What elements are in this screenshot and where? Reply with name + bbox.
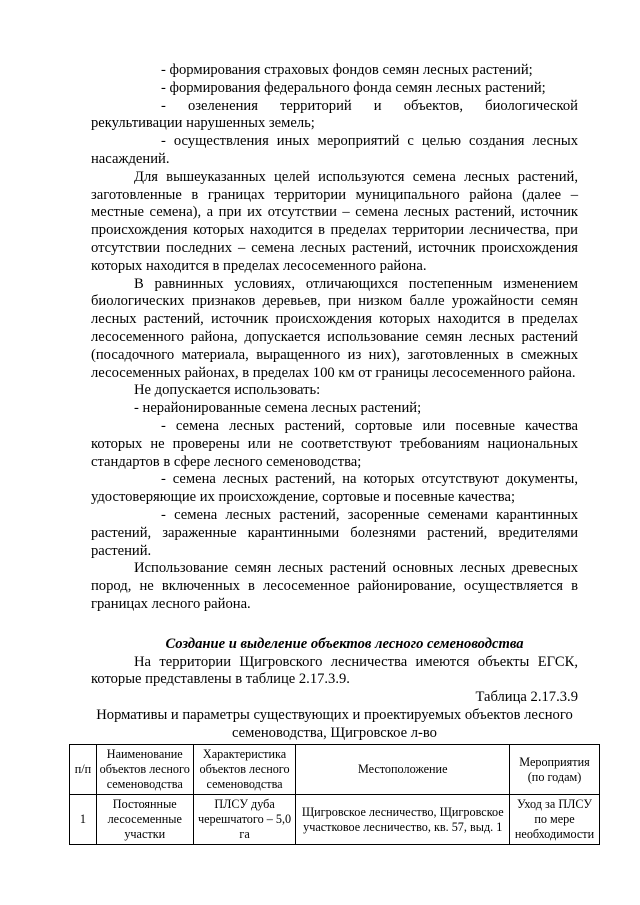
table-title: Нормативы и параметры существующих и проектируемых объектов лесного семеноводства, Щигровское л-во: [96, 706, 573, 741]
cell-location: Щигровское лесничество, Щигровское участковое лесничество, кв. 57, выд. 1: [296, 795, 510, 845]
list-item: - семена лесных растений, сортовые или посевные качества которых не проверены или не соответствуют требованиям национальных стандартов в сфере лесного семеноводства;: [91, 417, 578, 470]
body-text: [91, 62, 578, 614]
list-item: - формирования страховых фондов семян лесных растений;: [161, 62, 533, 78]
list-item: - нерайонированные семена лесных растений;: [134, 400, 422, 417]
table-label: Таблица 2.17.3.9: [475, 689, 578, 706]
cell-number: 1: [70, 795, 97, 845]
paragraph: Для вышеуказанных целей используются семена лесных растений, заготовленные в границах территории муниципального района (далее – местные семена), а при их отсутствии – семена лесных растений, источник происхождения которых находится в пределах территории лесничества, при отсутствии последних – семена лесных растений, источник происхождения которых находится в пределах лесосеменного района.: [91, 168, 578, 274]
col-header-number: п/п: [70, 745, 97, 795]
list-item: - формирования федерального фонда семян лесных растений;: [161, 79, 546, 96]
table-row: [70, 795, 600, 845]
section-heading: Создание и выделение объектов лесного семеноводства: [165, 635, 524, 652]
list-item: - семена лесных растений, на которых отсутствуют документы, удостоверяющие их происхождение, сортовые и посевные качества;: [91, 471, 578, 506]
list-item: - семена лесных растений, засоренные семенами карантинных растений, зараженные карантинными болезнями растений, вредителями растений.: [91, 506, 578, 559]
col-header-name: Наименование объектов лесного семеноводства: [96, 745, 193, 795]
col-header-measures: Мероприятия (по годам): [510, 745, 600, 795]
list-item: - осуществления иных мероприятий с целью создания лесных насаждений.: [91, 133, 578, 167]
cell-measures: Уход за ПЛСУ по мере необходимости: [510, 795, 600, 845]
cell-characteristic: ПЛСУ дуба черешчатого – 5,0 га: [193, 795, 296, 845]
paragraph: Использование семян лесных растений основных лесных древесных пород, не включенных в лесосеменное районирование, осуществляется в границах лесного района.: [91, 560, 578, 612]
paragraph: Не допускается использовать:: [134, 382, 321, 399]
col-header-characteristic: Характеристика объектов лесного семеноводства: [193, 745, 296, 795]
col-header-location: Местоположение: [296, 745, 510, 795]
cell-name: Постоянные лесосеменные участки: [96, 795, 193, 845]
list-item: - озеленения территорий и объектов, биологической рекультивации нарушенных земель;: [91, 97, 578, 132]
table-header-row: [70, 745, 600, 795]
intro-paragraph: На территории Щигровского лесничества имеются объекты ЕГСК, которые представлены в таблице 2.17.3.9.: [91, 653, 578, 688]
paragraph: В равнинных условиях, отличающихся постепенным изменением биологических признаков деревьев, при низком балле урожайности семян лесных растений, источник происхождения которых находится в пределах лесосеменного района, допускается использование семян лесных растений (посадочного материала, выращенного из них), заготовленных в смежных лесосеменных районах, в пределах 100 км от границы лесосеменного района.: [91, 275, 578, 381]
seed-objects-table: [69, 744, 600, 845]
